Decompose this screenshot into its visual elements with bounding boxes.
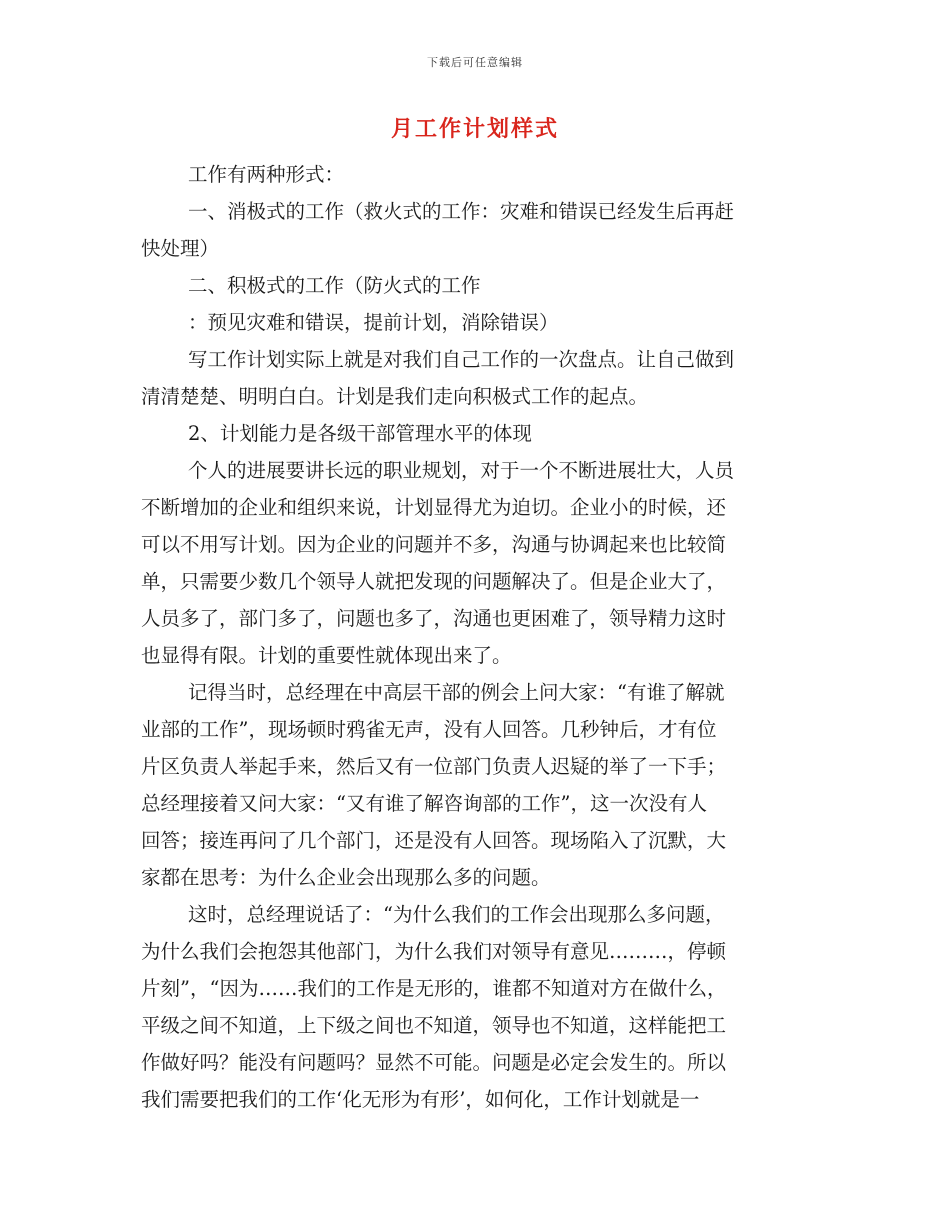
- text-line: 平级之间不知道，上下级之间也不知道，领导也不知道，这样能把工: [141, 1014, 727, 1037]
- text-line: 总经理接着又问大家：“又有谁了解咨询部的工作”，这一次没有人: [141, 792, 707, 815]
- document-body: [141, 156, 803, 1118]
- text-line: 记得当时，总经理在中高层干部的例会上问大家：“有谁了解就: [188, 681, 725, 704]
- text-line: 为什么我们会抱怨其他部门，为什么我们对领导有意见………，停顿: [141, 940, 727, 963]
- text-line: 家都在思考：为什么企业会出现那么多的问题。: [141, 866, 551, 889]
- text-line: 个人的进展要讲长远的职业规划，对于一个不断进展壮大，人员: [188, 459, 735, 482]
- text-line: 单，只需要少数几个领导人就把发现的问题解决了。但是企业大了，: [141, 570, 727, 593]
- text-line: 这时，总经理说话了：“为什么我们的工作会出现那么多问题，: [188, 903, 725, 926]
- text-line: 不断增加的企业和组织来说，计划显得尤为迫切。企业小的时候，还: [141, 496, 727, 519]
- text-line: 我们需要把我们的工作‘化无形为有形’，如何化，工作计划就是一: [141, 1088, 700, 1111]
- text-line: 清清楚楚、明明白白。计划是我们走向积极式工作的起点。: [141, 385, 649, 408]
- document-title: 月工作计划样式: [390, 117, 559, 142]
- text-line: 业部的工作”，现场顿时鸦雀无声，没有人回答。几秒钟后，才有位: [141, 718, 717, 741]
- header-note: 下载后可任意编辑: [427, 56, 523, 69]
- text-line: ：预见灾难和错误，提前计划，消除错误）: [188, 311, 559, 334]
- text-line: 二、积极式的工作（防火式的工作: [188, 274, 481, 297]
- text-line: 写工作计划实际上就是对我们自己工作的一次盘点。让自己做到: [188, 348, 735, 371]
- text-line: 2、计划能力是各级干部管理水平的体现: [188, 422, 532, 445]
- text-line: 也显得有限。计划的重要性就体现出来了。: [141, 644, 512, 667]
- text-line: 片区负责人举起手来，然后又有一位部门负责人迟疑的举了一下手；: [141, 755, 727, 778]
- text-line: 快处理）: [141, 237, 220, 260]
- text-line: 回答；接连再问了几个部门，还是没有人回答。现场陷入了沉默，大: [141, 829, 727, 852]
- text-line: 人员多了，部门多了，问题也多了，沟通也更困难了，领导精力这时: [141, 607, 727, 630]
- text-line: 一、消极式的工作（救火式的工作：灾难和错误已经发生后再赶: [188, 200, 735, 223]
- text-line: 作做好吗？能没有问题吗？显然不可能。问题是必定会发生的。所以: [141, 1051, 727, 1074]
- text-line: 工作有两种形式：: [188, 163, 345, 186]
- text-line: 片刻”，“因为……我们的工作是无形的，谁都不知道对方在做什么，: [141, 977, 727, 1000]
- text-line: 可以不用写计划。因为企业的问题并不多，沟通与协调起来也比较简: [141, 533, 727, 556]
